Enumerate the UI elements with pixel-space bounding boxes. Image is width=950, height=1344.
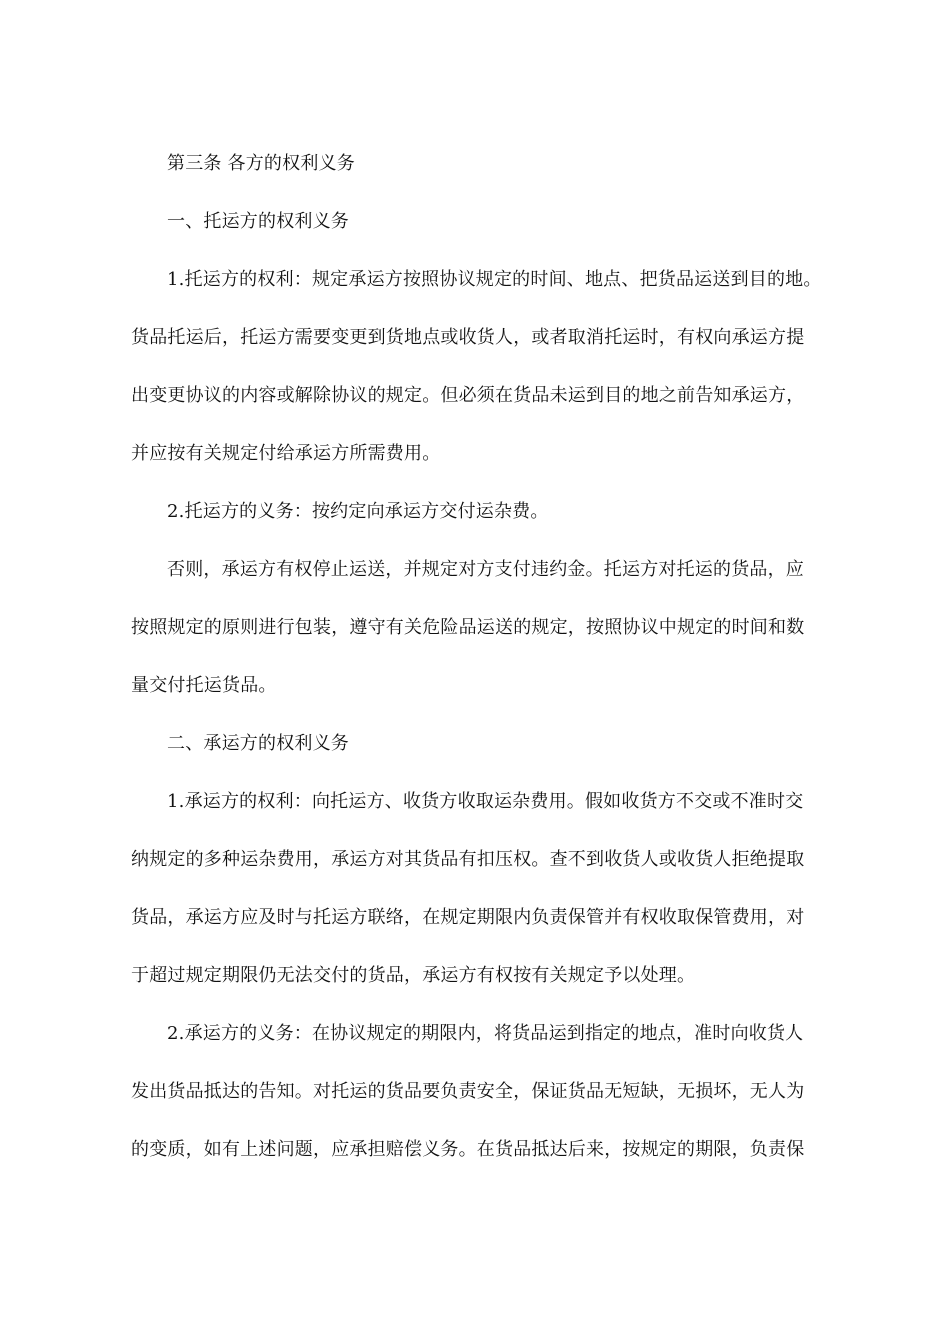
paragraph-line: 发出货品抵达的告知。对托运的货品要负责安全，保证货品无短缺，无损坏，无人为 <box>131 1081 805 1102</box>
paragraph-line: 货品，承运方应及时与托运方联络，在规定期限内负责保管并有权收取保管费用，对 <box>131 907 805 928</box>
paragraph-line: 的变质，如有上述问题，应承担赔偿义务。在货品抵达后来，按规定的期限，负责保 <box>131 1139 805 1160</box>
section-heading-carrier: 二、承运方的权利义务 <box>167 733 349 754</box>
document-body <box>131 150 851 1194</box>
paragraph-line: 于超过规定期限仍无法交付的货品，承运方有权按有关规定予以处理。 <box>131 965 696 986</box>
paragraph-line: 货品托运后，托运方需要变更到货地点或收货人，或者取消托运时，有权向承运方提 <box>131 327 805 348</box>
article-heading: 第三条 各方的权利义务 <box>167 153 355 174</box>
paragraph-line: 否则，承运方有权停止运送，并规定对方支付违约金。托运方对托运的货品，应 <box>167 559 804 580</box>
paragraph-line: 2.托运方的义务：按约定向承运方交付运杂费。 <box>167 501 549 522</box>
section-heading-shipper: 一、托运方的权利义务 <box>167 211 349 232</box>
paragraph-line: 1.托运方的权利：规定承运方按照协议规定的时间、地点、把货品运送到目的地。 <box>167 269 822 290</box>
paragraph-line: 并应按有关规定付给承运方所需费用。 <box>131 443 441 464</box>
paragraph-line: 按照规定的原则进行包装，遵守有关危险品运送的规定，按照协议中规定的时间和数 <box>131 617 805 638</box>
paragraph-line: 2.承运方的义务：在协议规定的期限内，将货品运到指定的地点，准时向收货人 <box>167 1023 804 1044</box>
paragraph-line: 量交付托运货品。 <box>131 675 277 696</box>
paragraph-line: 1.承运方的权利：向托运方、收货方收取运杂费用。假如收货方不交或不准时交 <box>167 791 804 812</box>
paragraph-line: 出变更协议的内容或解除协议的规定。但必须在货品未运到目的地之前告知承运方， <box>131 385 805 406</box>
paragraph-line: 纳规定的多种运杂费用，承运方对其货品有扣压权。查不到收货人或收货人拒绝提取 <box>131 849 805 870</box>
